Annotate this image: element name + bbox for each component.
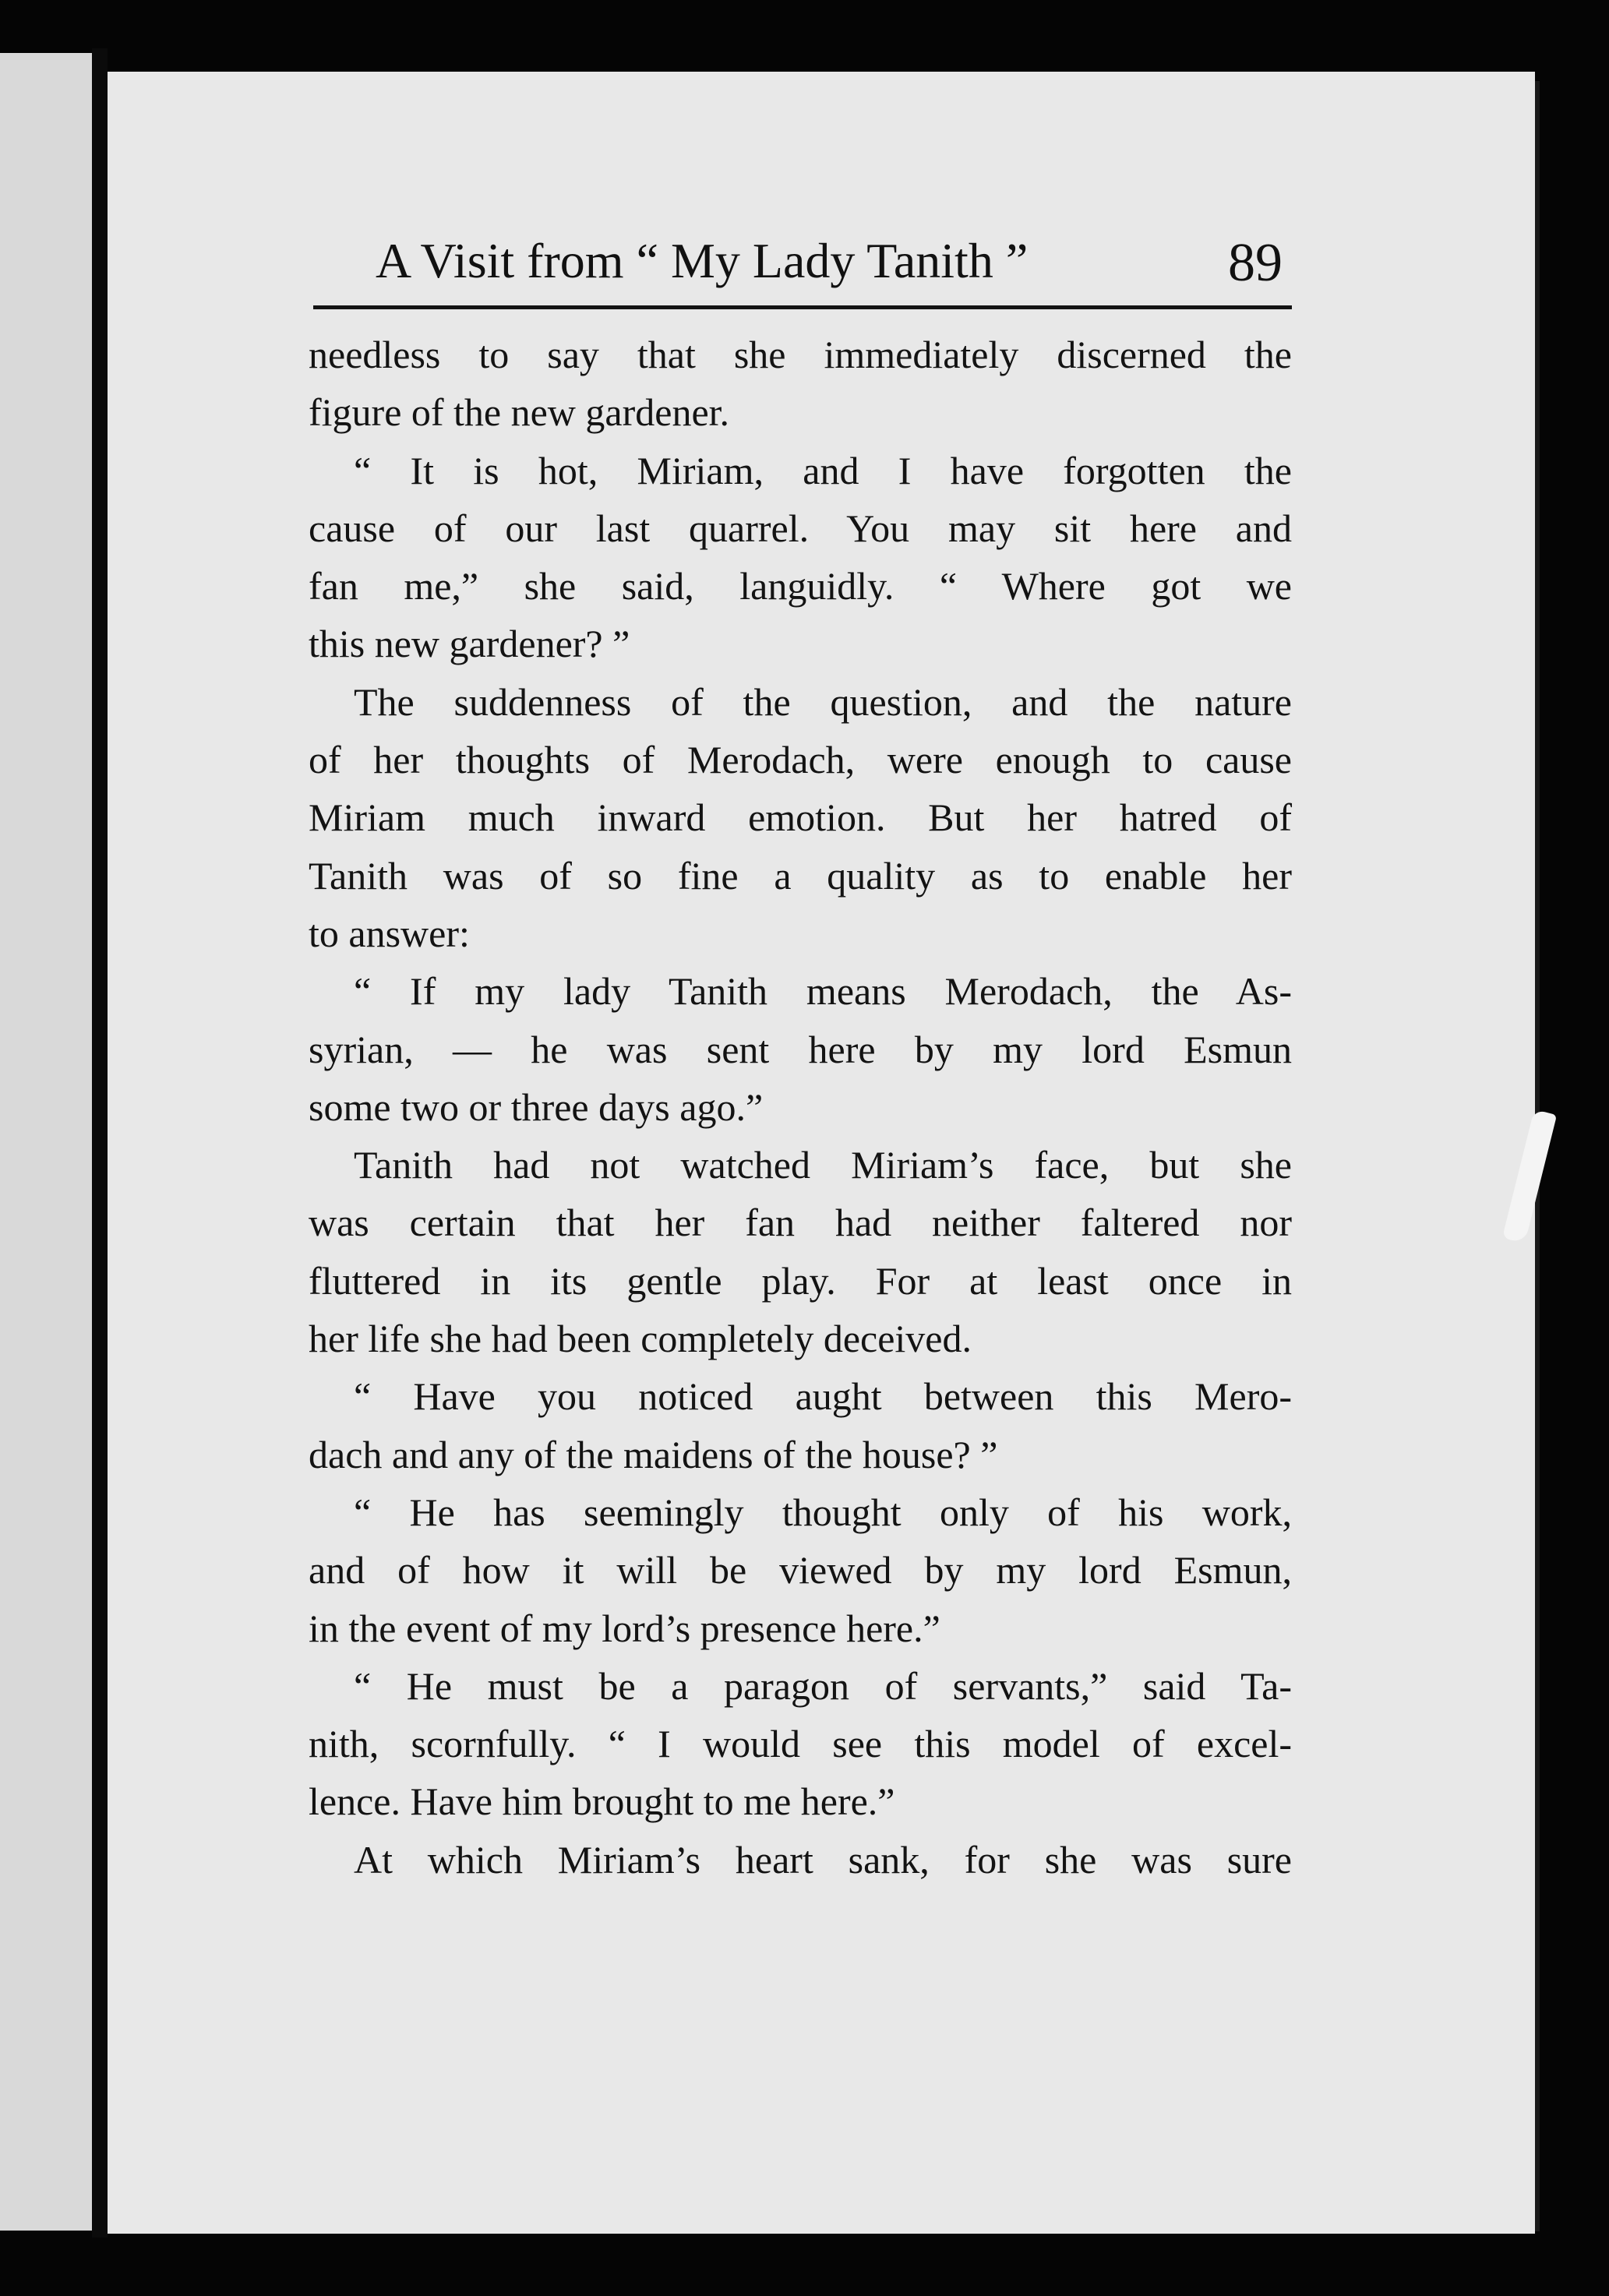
text-line: lence. Have him brought to me here.” bbox=[309, 1779, 895, 1824]
page-number: 89 bbox=[1228, 233, 1283, 293]
text-line: Tanith was of so fine a quality as to enable her bbox=[309, 853, 1292, 898]
text-line: cause of our last quarrel. You may sit here and bbox=[309, 506, 1292, 550]
text-line: this new gardener? ” bbox=[309, 622, 630, 666]
text-line: Miriam much inward emotion. But her hatred of bbox=[309, 795, 1292, 840]
text-line: fluttered in its gentle play. For at least once in bbox=[309, 1258, 1292, 1303]
text-line: “ He has seemingly thought only of his work, bbox=[354, 1490, 1292, 1534]
text-line: and of how it will be viewed by my lord Esmun, bbox=[309, 1548, 1292, 1592]
text-line: dach and any of the maidens of the house? ” bbox=[309, 1432, 998, 1476]
book-gutter bbox=[92, 48, 108, 2238]
text-line: At which Miriam’s heart sank, for she was sure bbox=[354, 1837, 1292, 1882]
running-head bbox=[312, 226, 1293, 312]
text-line: “ Have you noticed aught between this Mero- bbox=[354, 1374, 1292, 1419]
text-line: some two or three days ago.” bbox=[309, 1085, 764, 1129]
text-line: in the event of my lord’s presence here.” bbox=[309, 1606, 940, 1650]
running-head-title: A Visit from “ My Lady Tanith ” bbox=[376, 233, 1029, 288]
text-line: figure of the new gardener. bbox=[309, 390, 730, 435]
text-line: nith, scornfully. “ I would see this model of excel- bbox=[309, 1722, 1292, 1766]
text-line: her life she had been completely deceived. bbox=[309, 1317, 972, 1361]
text-line: “ It is hot, Miriam, and I have forgotten the bbox=[354, 448, 1292, 492]
facing-page-edge bbox=[0, 53, 92, 2231]
text-line: Tanith had not watched Miriam’s face, but she bbox=[354, 1143, 1292, 1187]
text-line: syrian, — he was sent here by my lord Esmun bbox=[309, 1027, 1292, 1071]
text-line: of her thoughts of Merodach, were enough to cause bbox=[309, 738, 1292, 782]
text-line: needless to say that she immediately discerned the bbox=[309, 333, 1292, 376]
text-line: was certain that her fan had neither faltered nor bbox=[309, 1201, 1292, 1245]
text-line: “ If my lady Tanith means Merodach, the As- bbox=[354, 969, 1292, 1014]
header-rule bbox=[313, 305, 1292, 309]
text-line: fan me,” she said, languidly. “ Where got we bbox=[309, 564, 1292, 608]
text-line: The suddenness of the question, and the nature bbox=[354, 679, 1292, 724]
text-line: “ He must be a paragon of servants,” said Ta- bbox=[354, 1663, 1292, 1708]
text-line: to answer: bbox=[309, 911, 470, 955]
body-text bbox=[309, 326, 1292, 1889]
